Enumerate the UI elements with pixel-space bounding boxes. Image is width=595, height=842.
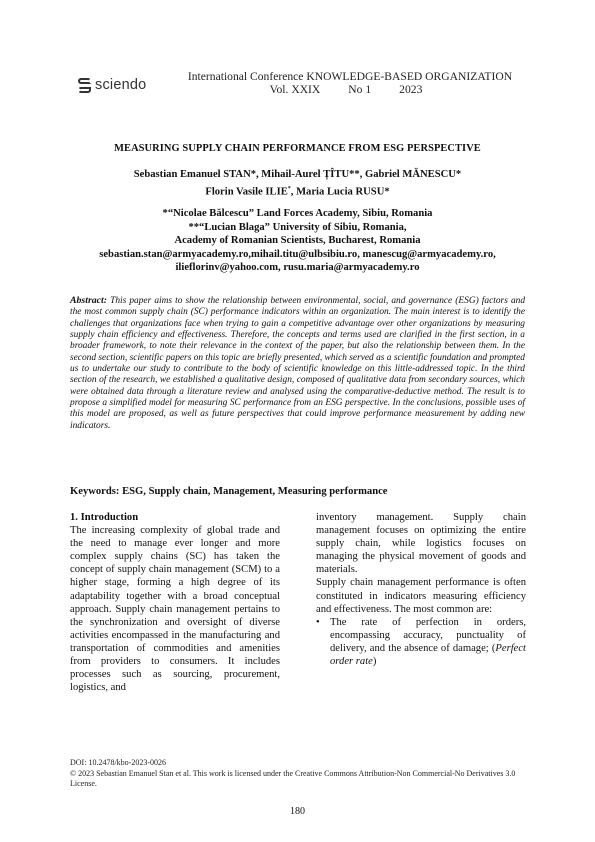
- body-paragraph: Supply chain management performance is often constituted in indicators measuring efficiency and effectiveness. The most common are:: [316, 577, 526, 615]
- sciendo-logo: [78, 77, 146, 93]
- logo-text: sciendo: [95, 77, 147, 93]
- volume: Vol. XXIX: [269, 83, 321, 96]
- footnote: [70, 758, 530, 790]
- paren-close: ): [372, 656, 377, 668]
- list-item-text: [330, 616, 526, 668]
- affiliation-line: *“Nicolae Bălcescu” Land Forces Academy, Sibiu, Romania: [162, 208, 433, 219]
- authors-line-1: Sebastian Emanuel STAN*, Mihail-Aurel ȚÎTU**, Gabriel MĂNESCU*: [133, 169, 462, 180]
- section-heading: 1. Introduction: [70, 512, 139, 523]
- conference-issue: [172, 83, 520, 96]
- email-line: ilieflorinv@yahoo.com, rusu.maria@armyacademy.ro: [175, 262, 420, 274]
- issue-number: No 1: [348, 83, 372, 96]
- abstract-text: This paper aims to show the relationship between environmental, social, and governance (ESG) factors and the most common supply chain (SC) performance indicators within an organization. The main interest is to identify the challenges that organizations face when trying to gain a competitive advantage over other organizations by measuring supply chain efficiency and effectiveness. Therefore, the concepts and terms used are clarified in the first section, in a broader framework, to note their relevance in the context of the paper, but also the relationship between them. In the second section, scientific papers on this topic are briefly presented, which served as a scientific foundation and prompted us to undertake our study to contribute to the body of scientific knowledge on this little-addressed topic. In the third section of the research, we established a qualitative design, composed of qualitative data from secondary sources, which were obtained data through a literature review and analysed using the comparative-deductive method. The result is to propose a simplified model for measuring SC performance from an ESG perspective. In the conclusions, possible uses of this model are proposed, as well as future perspectives that could improve performance measurement by adding new indicators.: [70, 296, 526, 431]
- bullet-icon: •: [316, 616, 320, 628]
- authors-line-2: [70, 182, 525, 200]
- body-paragraph: The increasing complexity of global trade and the need to manage ever longer and more complex supply chains (SC) has taken the concept of supply chain management (SCM) to a higher stage, forming a high degree of its adaptability together with a broad conceptual approach. Supply chain management pertains to the synchronization and oversight of diverse activities encompassed in the manufacturing and transportation of commodities and amenities from providers to consumers. It includes processes such as sourcing, procurement, logistics, and: [70, 525, 280, 694]
- paper-title: MEASURING SUPPLY CHAIN PERFORMANCE FROM ESG PERSPECTIVE: [114, 143, 481, 154]
- abstract: [70, 295, 525, 432]
- abstract-label: Abstract:: [70, 295, 108, 306]
- author-name: Florin Vasile ILIE: [205, 186, 288, 198]
- author-rest: , Maria Lucia RUSU*: [290, 186, 390, 198]
- license-text: © 2023 Sebastian Emanuel Stan et al. This work is licensed under the Creative Commons Attribution-Non Commercial-No Derivatives 3.0 License.: [70, 768, 516, 789]
- page-header: [78, 70, 528, 100]
- year: 2023: [399, 83, 423, 96]
- affiliations: [60, 207, 535, 275]
- keywords: Keywords: ESG, Supply chain, Management, Measuring performance: [70, 486, 388, 497]
- paren-open: (: [491, 642, 496, 654]
- page-number: 180: [290, 806, 305, 817]
- conference-info: [180, 70, 520, 96]
- authors: [70, 168, 525, 200]
- list-item-main: The rate of perfection in orders, encompassing accuracy, punctuality of delivery, and the absence of damage;: [330, 616, 526, 654]
- list-item-term: Perfect order rate: [330, 642, 526, 668]
- affiliation-line: **“Lucian Blaga” University of Sibiu, Romania,: [188, 221, 407, 233]
- doi: DOI: 10.2478/kbo-2023-0026: [70, 758, 166, 767]
- affiliation-line: Academy of Romanian Scientists, Bucharest, Romania: [174, 235, 421, 247]
- list-item: [316, 616, 526, 668]
- body-paragraph: inventory management. Supply chain management focuses on optimizing the entire supply chain, while logistics focuses on managing the physical movement of goods and materials.: [316, 512, 526, 576]
- sciendo-logo-icon: [78, 78, 91, 93]
- email-line: sebastian.stan@armyacademy.ro,mihail.titu@ulbsibiu.ro, manescug@armyacademy.ro,: [99, 248, 496, 260]
- body-column-left: [70, 511, 280, 694]
- body-column-right: [316, 511, 526, 668]
- author-marker: *: [287, 186, 291, 192]
- conference-name: International Conference KNOWLEDGE-BASED ORGANIZATION: [187, 70, 513, 83]
